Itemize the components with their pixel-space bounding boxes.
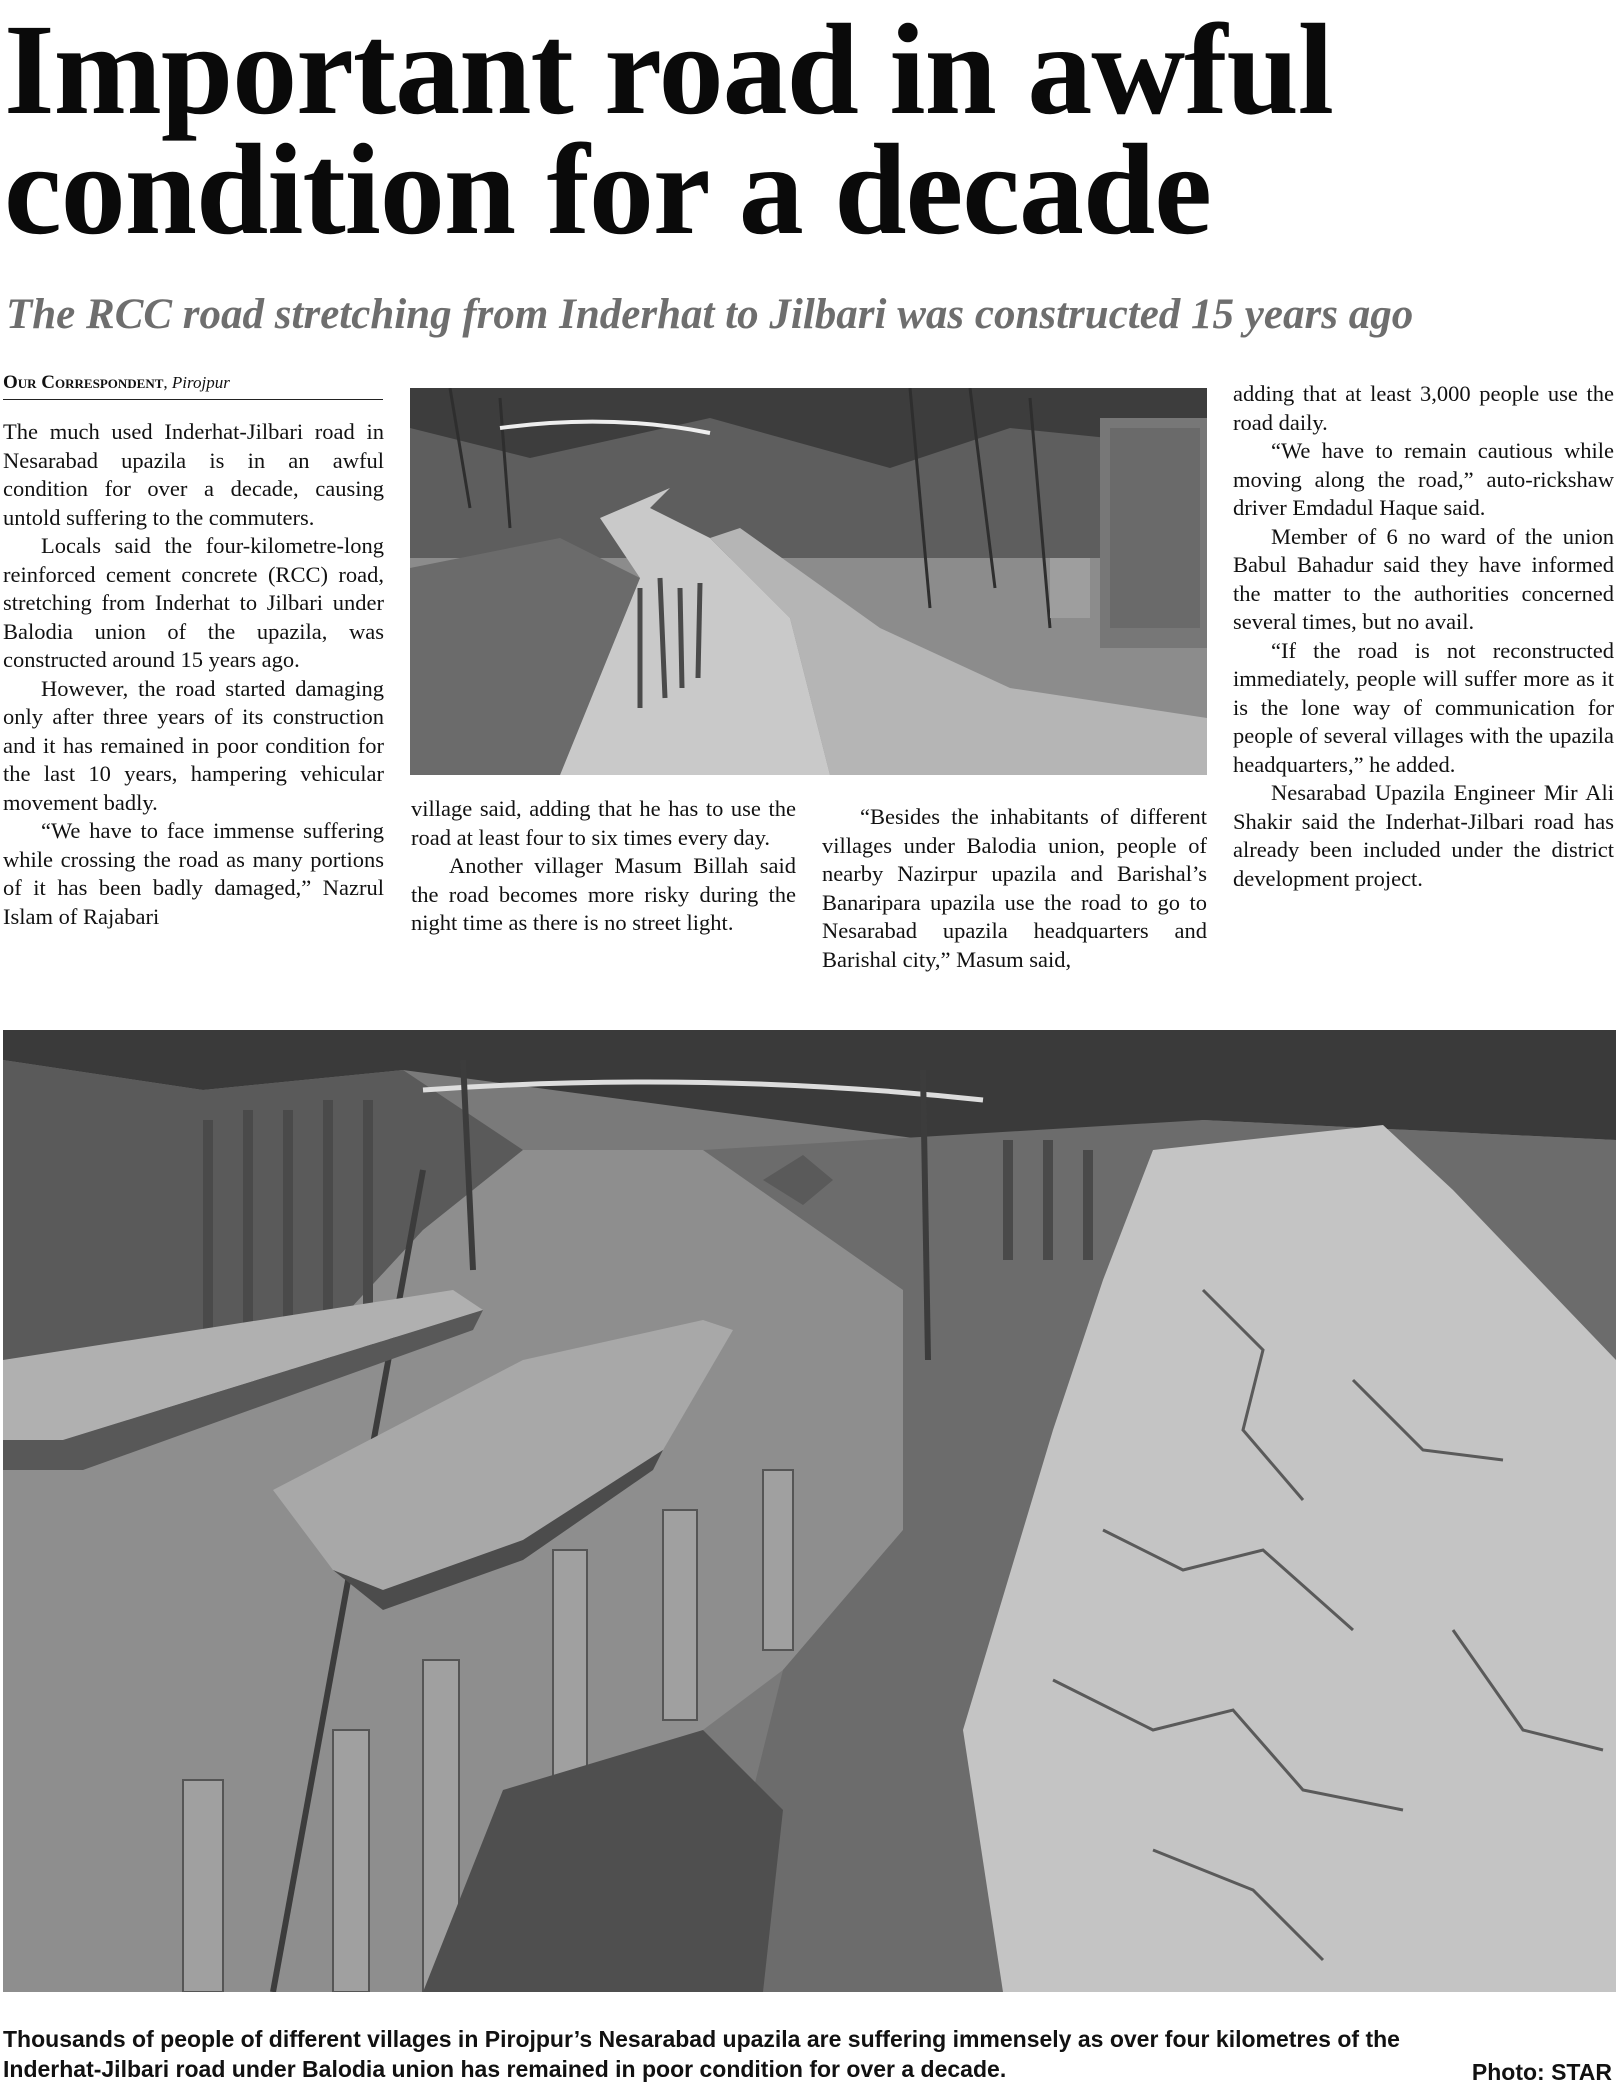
paragraph: “We have to face immense suffering while crossing the road as many portions of it has been badly damaged,” Nazrul Islam of Rajabari [3,818,384,929]
paragraph: “Besides the inhabitants of different villages under Balodia union, people of nearby Nazirpur upazila and Barishal’s Banaripara upazila use the road to go to Nesarabad upazila headquarters and Barishal city,” Masum said, [822,804,1207,972]
byline-separator: , [163,373,172,392]
photo-credit: Photo: STAR [1471,2059,1612,2085]
paragraph: Nesarabad Upazila Engineer Mir Ali Shakir said the Inderhat-Jilbari road has already been included under the district development project. [1233,780,1614,891]
headline: Important road in awful condition for a decade [4,0,1333,262]
road-photo-top-image [410,388,1207,775]
subheadline: The RCC road stretching from Inderhat to Jilbari was constructed 15 years ago [6,291,1414,338]
article-column-2 [411,795,796,938]
article-column-1 [3,418,384,931]
photo-caption: Thousands of people of different villages in Pirojpur’s Nesarabad upazila are suffering immensely as over four kilometres of the Inderhat-Jilbari road under Balodia union has remained in poor condition for over a decade. [3,2026,1400,2082]
article-column-4 [1233,380,1614,893]
canal-road-photo-image [3,1030,1616,1992]
paragraph: Another villager Masum Billah said the road becomes more risky during the night time as there is no street light. [411,853,796,935]
paragraph: However, the road started damaging only after three years of its construction and it has remained in poor condition for the last 10 years, hampering vehicular movement badly. [3,675,384,815]
paragraph: Member of 6 no ward of the union Babul Bahadur said they have informed the matter to the authorities concerned several times, but no avail. [1233,523,1614,634]
byline [3,372,383,400]
article-column-3 [822,803,1207,974]
paragraph: “We have to remain cautious while moving along the road,” auto-rickshaw driver Emdadul Haque said. [1233,438,1614,520]
paragraph: adding that at least 3,000 people use the road daily. [1233,381,1614,435]
byline-name: Our Correspondent [3,372,164,393]
paragraph: The much used Inderhat-Jilbari road in Nesarabad upazila is in an awful condition for over a decade, causing untold suffering to the commuters. [3,419,384,530]
paragraph: village said, adding that he has to use the road at least four to six times every day. [411,796,796,850]
paragraph: Locals said the four-kilometre-long reinforced cement concrete (RCC) road, stretching from Inderhat to Jilbari under Balodia union of the upazila, was constructed around 15 years ago. [3,533,384,672]
paragraph: “If the road is not reconstructed immediately, people will suffer more as it is the lone way of communication for people of several villages with the upazila headquarters,” he added. [1233,637,1614,777]
canal-road-photo [3,1030,1616,1992]
byline-place: Pirojpur [171,373,230,392]
road-photo-top [410,388,1207,775]
